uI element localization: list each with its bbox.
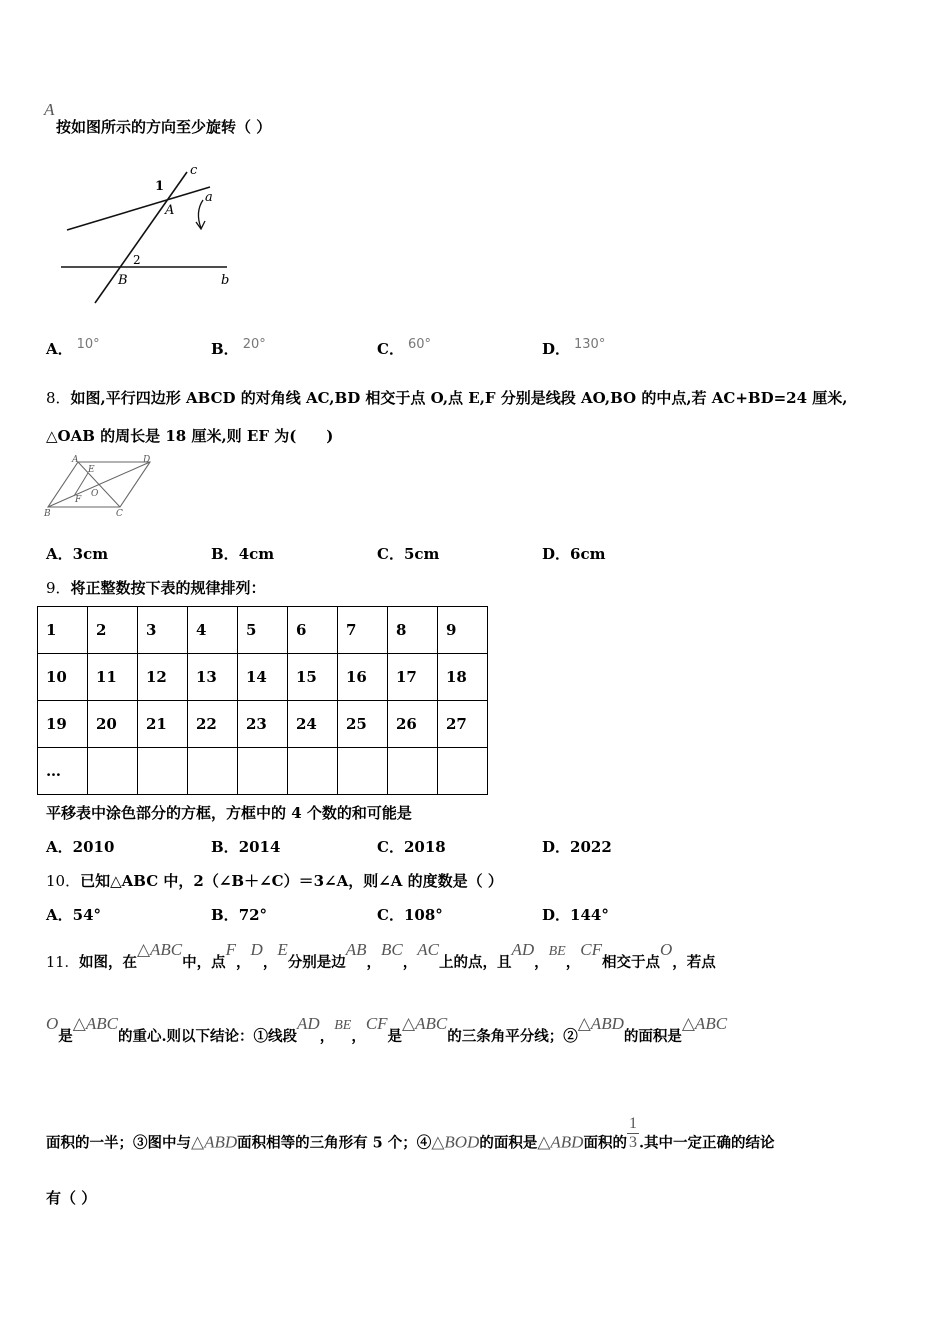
table-cell: 11	[88, 654, 138, 701]
label-C: C	[116, 509, 123, 519]
table-cell: 10	[38, 654, 88, 701]
table-cell: 9	[438, 607, 488, 654]
table-cell: 12	[138, 654, 188, 701]
q8-line-1: 8．如图,平行四边形 ABCD 的对角线 AC,BD 相交于点 O,点 E,F 分别是线段 AO,BO 的中点,若 AC+BD=24 厘米,	[46, 389, 848, 407]
q8-option-b[interactable]: B．4cm	[211, 545, 275, 563]
table-cell: 15	[288, 654, 338, 701]
q7-option-d[interactable]: D． 130°	[542, 337, 606, 358]
table-cell: 20	[88, 701, 138, 748]
q9-number: 9．	[46, 579, 71, 597]
table-cell: 16	[338, 654, 388, 701]
table-cell	[288, 748, 338, 795]
label-c: c	[190, 163, 198, 178]
table-cell: 14	[238, 654, 288, 701]
q10-option-a[interactable]: A．54°	[46, 906, 102, 924]
rotation-arrow	[198, 200, 203, 228]
q9-option-c[interactable]: C．2018	[377, 838, 446, 856]
q8-option-a[interactable]: A．3cm	[46, 545, 109, 563]
q7-option-b[interactable]: B． 20°	[211, 337, 266, 358]
q7-figure	[55, 160, 245, 310]
q8-line-2: △OAB 的周长是 18 厘米,则 EF 为( )	[46, 427, 334, 445]
q7-fragment-letter: A	[44, 100, 55, 119]
table-cell: 18	[438, 654, 488, 701]
q9-option-d[interactable]: D．2022	[542, 838, 612, 856]
line-a	[67, 187, 210, 230]
q9-option-a[interactable]: A．2010	[46, 838, 115, 856]
table-cell: 25	[338, 701, 388, 748]
q8-number: 8．	[46, 389, 71, 407]
table-cell	[338, 748, 388, 795]
table-cell: 1	[38, 607, 88, 654]
label-2: 2	[133, 253, 141, 267]
table-cell: 19	[38, 701, 88, 748]
q10-number: 10．	[46, 872, 81, 890]
table-cell: 24	[288, 701, 338, 748]
q9-after: 平移表中涂色部分的方框，方框中的 4 个数的和可能是	[46, 804, 412, 822]
table-row	[38, 607, 488, 654]
table-cell: 13	[188, 654, 238, 701]
table-cell: 4	[188, 607, 238, 654]
table-cell: 27	[438, 701, 488, 748]
table-cell: 21	[138, 701, 188, 748]
q11-number: 11．	[46, 955, 79, 971]
table-row	[38, 654, 488, 701]
q7-stem	[56, 116, 271, 137]
table-cell: 6	[288, 607, 338, 654]
q8-option-d[interactable]: D．6cm	[542, 545, 606, 563]
table-cell: 2	[88, 607, 138, 654]
table-cell: 17	[388, 654, 438, 701]
label-O: O	[91, 489, 99, 499]
table-cell: 7	[338, 607, 388, 654]
q11-line-4: 有（ ）	[46, 1189, 97, 1207]
q7-option-c[interactable]: C． 60°	[377, 337, 431, 358]
fraction-one-third: $\frac{1}{3}$	[628, 1115, 637, 1151]
q10-option-b[interactable]: B．72°	[211, 906, 268, 924]
q7-stem-text: 按如图所示的方向至少旋转（ ）	[56, 118, 272, 136]
table-cell	[88, 748, 138, 795]
table-cell	[438, 748, 488, 795]
q10-option-d[interactable]: D．144°	[542, 906, 609, 924]
table-cell: 23	[238, 701, 288, 748]
table-cell	[188, 748, 238, 795]
table-cell: 8	[388, 607, 438, 654]
table-cell: …	[38, 748, 88, 795]
q10-option-c[interactable]: C．108°	[377, 906, 443, 924]
q7-option-a[interactable]: A． 10°	[46, 337, 100, 358]
label-a: a	[205, 190, 213, 205]
q8-parallelogram-figure	[42, 452, 162, 522]
q9-number-table	[37, 606, 488, 795]
label-A: A	[72, 455, 79, 465]
q9-option-b[interactable]: B．2014	[211, 838, 281, 856]
table-cell	[238, 748, 288, 795]
table-cell: 22	[188, 701, 238, 748]
label-D: D	[143, 455, 151, 465]
table-cell: 5	[238, 607, 288, 654]
label-B: B	[118, 273, 128, 288]
table-cell	[138, 748, 188, 795]
table-row	[38, 748, 488, 795]
q9-stem: 9．将正整数按下表的规律排列：	[46, 579, 266, 597]
q11-line-1: 11．如图，在△ABC中，点F，D，E分别是边AB，BC，AC上的点，且AD，BE，CF相交于点O，若点	[46, 940, 716, 971]
q11-line-3: 面积的一半；③图中与△ABD面积相等的三角形有 5 个；④△BOD的面积是△ABD面积的 $\frac{1}{3}$ .其中一定正确的结论	[46, 1115, 775, 1152]
table-cell: 26	[388, 701, 438, 748]
table-cell: 3	[138, 607, 188, 654]
table-cell	[388, 748, 438, 795]
label-E: E	[88, 465, 95, 475]
q10-stem: 10．已知△ABC 中，2（∠B＋∠C）＝3∠A，则∠A 的度数是（ ）	[46, 872, 503, 890]
q11-line-2: O是△ABC的重心.则以下结论：①线段AD，BE，CF是△ABC的三条角平分线；②△ABD的面积是△ABC	[46, 1014, 728, 1045]
label-1: 1	[155, 179, 165, 194]
label-b: b	[221, 273, 230, 288]
label-B: B	[44, 509, 51, 519]
label-A: A	[165, 203, 175, 218]
label-F: F	[75, 495, 82, 505]
line-c	[95, 172, 187, 303]
table-row	[38, 701, 488, 748]
q8-option-c[interactable]: C．5cm	[377, 545, 440, 563]
